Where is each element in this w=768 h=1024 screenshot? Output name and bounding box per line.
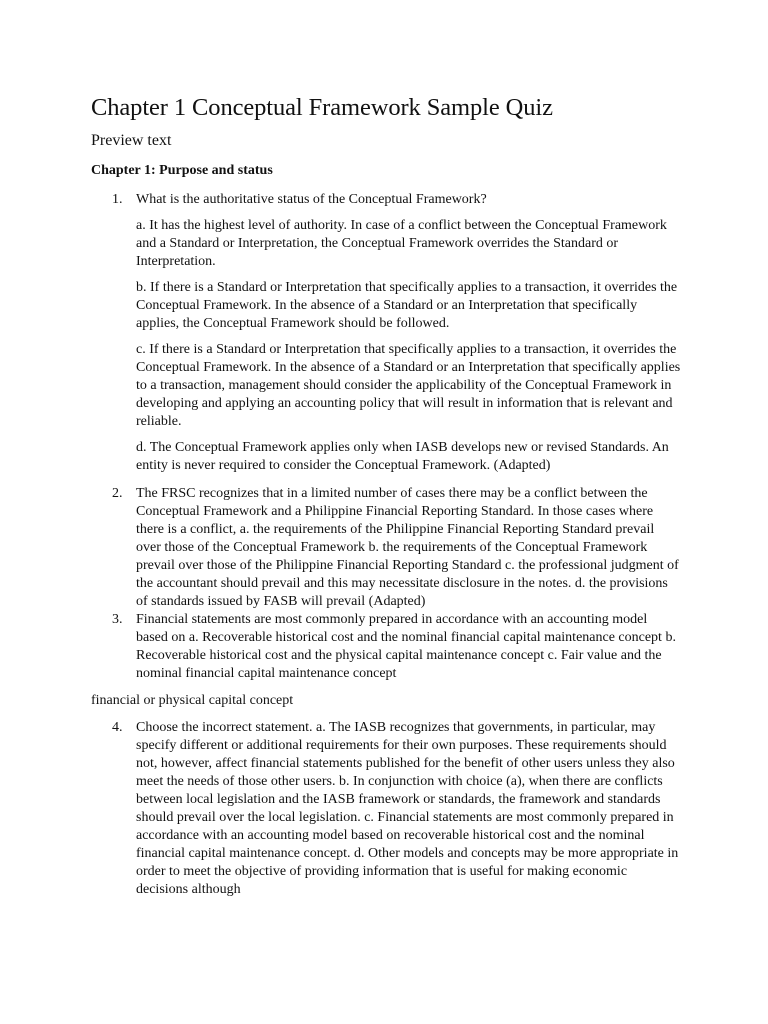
answer-option-c: c. If there is a Standard or Interpretation that specifically applies to a transaction, it overrides the Conceptual Framework. In the absence of a Standard or an Interpretation that specifically applies to a transaction, management should consider the applicability of the Conceptual Framework in developing and applying an accounting policy that will result in information that is relevant and reliable.: [136, 342, 681, 429]
answer-option-d: d. The Conceptual Framework applies only when IASB develops new or revised Standards. An entity is never required to consider the Conceptual Framework. (Adapted): [136, 440, 669, 473]
answer-option-b: b. If there is a Standard or Interpretation that specifically applies to a transaction, it overrides the Conceptual Framework. In the absence of a Standard or an Interpretation that specifically applies, the Conceptual Framework should be followed.: [136, 280, 678, 331]
question-number: 2.: [112, 486, 123, 501]
question-number: 4.: [112, 720, 123, 735]
document-page: [91, 92, 681, 899]
question-number: 3.: [112, 612, 123, 627]
continuation-line: financial or physical capital concept: [91, 693, 294, 708]
preview-label: Preview text: [91, 132, 172, 149]
question-text: The FRSC recognizes that in a limited number of cases there may be a conflict between the Conceptual Framework and a Philippine Financial Reporting Standard. In those cases where there is a conflict, a. the requirements of the Philippine Financial Reporting Standard prevail over those of the Conceptual Framework b. the requirements of the Conceptual Framework prevail over those of the Philippine Financial Reporting Standard c. the professional judgment of the accountant should prevail and this may necessitate disclosure in the notes. d. the provisions of standards issued by FASB will prevail (Adapted): [136, 486, 679, 609]
question-2: [91, 485, 681, 611]
section-heading: Chapter 1: Purpose and status: [91, 163, 273, 178]
answer-option-a: a. It has the highest level of authority. In case of a conflict between the Conceptual Framework and a Standard or Interpretation, the Conceptual Framework overrides the Standard or Interpretation.: [136, 218, 667, 269]
question-list: [91, 191, 681, 683]
question-number: 1.: [112, 192, 123, 207]
question-1: [91, 191, 681, 475]
question-text: What is the authoritative status of the Conceptual Framework?: [136, 192, 487, 207]
question-3: [91, 611, 681, 683]
document-title: Chapter 1 Conceptual Framework Sample Quiz: [91, 94, 553, 121]
question-text: Financial statements are most commonly prepared in accordance with an accounting model based on a. Recoverable historical cost and the nominal financial capital maintenance concept b. Recoverable historical cost and the physical capital maintenance concept c. Fair value and the nominal financial capital maintenance concept: [136, 612, 676, 681]
question-4: [91, 719, 681, 899]
question-text: Choose the incorrect statement. a. The IASB recognizes that governments, in particular, may specify different or additional requirements for their own purposes. These requirements should not, however, affect financial statements published for the benefit of other users unless they also meet the needs of those other users. b. In conjunction with choice (a), when there are conflicts between local legislation and the IASB framework or standards, the framework and standards should prevail over the local legislation. c. Financial statements are most commonly prepared in accordance with an accounting model based on recoverable historical cost and the nominal financial capital maintenance concept. d. Other models and concepts may be more appropriate in order to meet the objective of providing information that is useful for making economic decisions although: [136, 720, 679, 897]
question-list-continued: [91, 719, 681, 899]
